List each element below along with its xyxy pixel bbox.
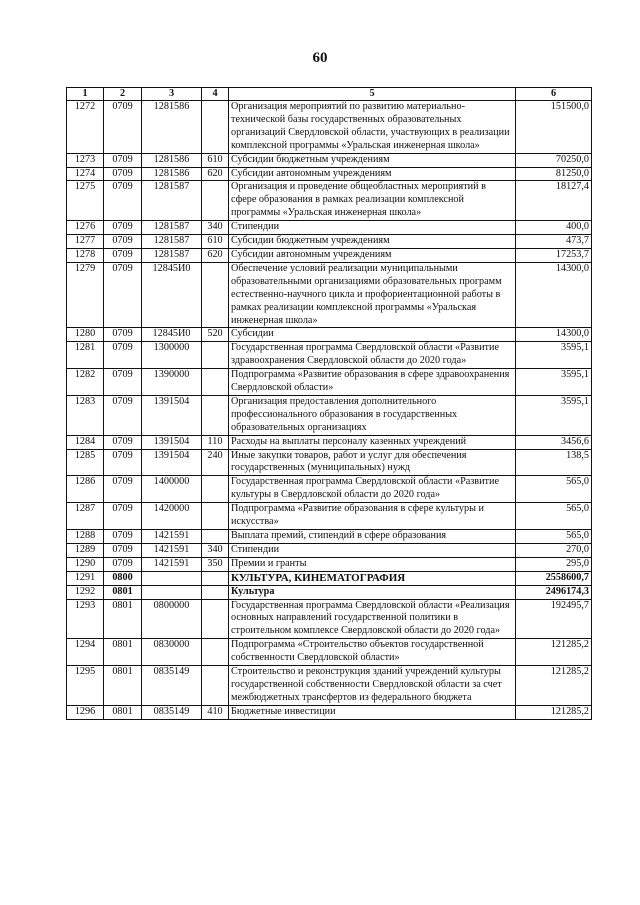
- amount: 3456,6: [516, 435, 592, 449]
- table-row: [67, 599, 592, 639]
- row-number: 1286: [67, 476, 104, 503]
- table-row: [67, 639, 592, 666]
- table-row: [67, 435, 592, 449]
- expense-type: [202, 369, 229, 396]
- target-article: [142, 585, 202, 599]
- expense-type: 350: [202, 557, 229, 571]
- table-row: [67, 571, 592, 585]
- expense-type: 340: [202, 221, 229, 235]
- row-number: 1279: [67, 262, 104, 328]
- row-number: 1277: [67, 235, 104, 249]
- target-article: 1281587: [142, 181, 202, 221]
- table-row: [67, 342, 592, 369]
- header-col-6: 6: [516, 88, 592, 101]
- amount: 2558600,7: [516, 571, 592, 585]
- description: Обеспечение условий реализации муниципальными образовательными организациями образовательных программ естественно-научного цикла и профориентационной работы в рамках реализации комплексной программы «Уральская инженерная школа»: [229, 262, 516, 328]
- expense-type: [202, 585, 229, 599]
- expense-type: 610: [202, 153, 229, 167]
- table-row: [67, 543, 592, 557]
- amount: 270,0: [516, 543, 592, 557]
- expense-type: 240: [202, 449, 229, 476]
- target-article: 1420000: [142, 503, 202, 530]
- row-number: 1275: [67, 181, 104, 221]
- target-article: 0835149: [142, 666, 202, 706]
- amount: 565,0: [516, 476, 592, 503]
- target-article: 1281586: [142, 153, 202, 167]
- section-code: 0709: [104, 101, 142, 154]
- description: Субсидии автономным учреждениям: [229, 248, 516, 262]
- section-code: 0709: [104, 153, 142, 167]
- description: Стипендии: [229, 543, 516, 557]
- row-number: 1276: [67, 221, 104, 235]
- amount: 3595,1: [516, 395, 592, 435]
- amount: 192495,7: [516, 599, 592, 639]
- description: Подпрограмма «Строительство объектов государственной собственности Свердловской области»: [229, 639, 516, 666]
- expense-type: 620: [202, 248, 229, 262]
- amount: 3595,1: [516, 342, 592, 369]
- description: Подпрограмма «Развитие образования в сфере здравоохранения Свердловской области»: [229, 369, 516, 396]
- target-article: 0800000: [142, 599, 202, 639]
- expense-type: [202, 666, 229, 706]
- row-number: 1272: [67, 101, 104, 154]
- table-row: [67, 369, 592, 396]
- target-article: 1391504: [142, 395, 202, 435]
- section-code: 0709: [104, 181, 142, 221]
- amount: 295,0: [516, 557, 592, 571]
- table-row: [67, 476, 592, 503]
- description: Расходы на выплаты персоналу казенных учреждений: [229, 435, 516, 449]
- section-code: 0709: [104, 328, 142, 342]
- description: Государственная программа Свердловской области «Развитие культуры в Свердловской области до 2020 года»: [229, 476, 516, 503]
- section-code: 0709: [104, 449, 142, 476]
- target-article: 1281587: [142, 248, 202, 262]
- section-code: 0709: [104, 395, 142, 435]
- row-number: 1283: [67, 395, 104, 435]
- section-code: 0709: [104, 262, 142, 328]
- target-article: 1281587: [142, 235, 202, 249]
- section-code: 0709: [104, 235, 142, 249]
- table-row: [67, 449, 592, 476]
- amount: 81250,0: [516, 167, 592, 181]
- expense-type: 410: [202, 705, 229, 719]
- section-code: 0800: [104, 571, 142, 585]
- description: Бюджетные инвестиции: [229, 705, 516, 719]
- header-col-1: 1: [67, 88, 104, 101]
- target-article: [142, 571, 202, 585]
- amount: 121285,2: [516, 666, 592, 706]
- table-row: [67, 395, 592, 435]
- target-article: 0835149: [142, 705, 202, 719]
- amount: 565,0: [516, 530, 592, 544]
- row-number: 1291: [67, 571, 104, 585]
- amount: 565,0: [516, 503, 592, 530]
- row-number: 1292: [67, 585, 104, 599]
- row-number: 1296: [67, 705, 104, 719]
- header-col-2: 2: [104, 88, 142, 101]
- expense-type: 110: [202, 435, 229, 449]
- section-code: 0709: [104, 530, 142, 544]
- expense-type: [202, 395, 229, 435]
- section-code: 0801: [104, 705, 142, 719]
- section-code: 0801: [104, 639, 142, 666]
- row-number: 1293: [67, 599, 104, 639]
- target-article: 1281586: [142, 167, 202, 181]
- row-number: 1281: [67, 342, 104, 369]
- table-row: [67, 585, 592, 599]
- expense-type: [202, 101, 229, 154]
- section-code: 0709: [104, 557, 142, 571]
- description: Иные закупки товаров, работ и услуг для обеспечения государственных (муниципальных) нужд: [229, 449, 516, 476]
- expense-type: 610: [202, 235, 229, 249]
- amount: 121285,2: [516, 705, 592, 719]
- target-article: 1421591: [142, 530, 202, 544]
- amount: 3595,1: [516, 369, 592, 396]
- target-article: 1391504: [142, 435, 202, 449]
- description: Стипендии: [229, 221, 516, 235]
- description: Организация и проведение общеобластных мероприятий в сфере образования в рамках реализации комплексной программы «Уральская инженерная школа»: [229, 181, 516, 221]
- description: Организация предоставления дополнительного профессионального образования в государственных образовательных организациях: [229, 395, 516, 435]
- target-article: 1400000: [142, 476, 202, 503]
- budget-table: [66, 87, 592, 720]
- table-row: [67, 262, 592, 328]
- section-code: 0709: [104, 435, 142, 449]
- section-code: 0801: [104, 666, 142, 706]
- row-number: 1278: [67, 248, 104, 262]
- amount: 18127,4: [516, 181, 592, 221]
- row-number: 1280: [67, 328, 104, 342]
- target-article: 1281587: [142, 221, 202, 235]
- target-article: 1421591: [142, 543, 202, 557]
- row-number: 1284: [67, 435, 104, 449]
- section-code: 0709: [104, 221, 142, 235]
- table-header-row: [67, 88, 592, 101]
- description: Культура: [229, 585, 516, 599]
- table-row: [67, 221, 592, 235]
- row-number: 1288: [67, 530, 104, 544]
- table-row: [67, 530, 592, 544]
- expense-type: [202, 639, 229, 666]
- description: Субсидии бюджетным учреждениям: [229, 153, 516, 167]
- section-code: 0709: [104, 503, 142, 530]
- page-number: 60: [312, 50, 328, 66]
- row-number: 1282: [67, 369, 104, 396]
- description: Строительство и реконструкция зданий учреждений культуры государственной собственности Свердловской области за счет межбюджетных трансфертов из федерального бюджета: [229, 666, 516, 706]
- row-number: 1285: [67, 449, 104, 476]
- expense-type: [202, 599, 229, 639]
- amount: 400,0: [516, 221, 592, 235]
- table-row: [67, 101, 592, 154]
- expense-type: [202, 476, 229, 503]
- expense-type: [202, 262, 229, 328]
- amount: 14300,0: [516, 262, 592, 328]
- description: Выплата премий, стипендий в сфере образования: [229, 530, 516, 544]
- row-number: 1274: [67, 167, 104, 181]
- table-row: [67, 705, 592, 719]
- section-code: 0709: [104, 342, 142, 369]
- target-article: 1281586: [142, 101, 202, 154]
- table-row: [67, 181, 592, 221]
- amount: 14300,0: [516, 328, 592, 342]
- table-row: [67, 248, 592, 262]
- section-code: 0801: [104, 585, 142, 599]
- expense-type: 340: [202, 543, 229, 557]
- description: Премии и гранты: [229, 557, 516, 571]
- amount: 2496174,3: [516, 585, 592, 599]
- description: Субсидии: [229, 328, 516, 342]
- target-article: 0830000: [142, 639, 202, 666]
- table-row: [67, 328, 592, 342]
- section-code: 0709: [104, 369, 142, 396]
- table-row: [67, 503, 592, 530]
- description: Субсидии бюджетным учреждениям: [229, 235, 516, 249]
- amount: 70250,0: [516, 153, 592, 167]
- table-row: [67, 235, 592, 249]
- target-article: 1300000: [142, 342, 202, 369]
- expense-type: [202, 181, 229, 221]
- table-row: [67, 557, 592, 571]
- table-row: [67, 167, 592, 181]
- table-row: [67, 666, 592, 706]
- header-col-4: 4: [202, 88, 229, 101]
- header-col-3: 3: [142, 88, 202, 101]
- expense-type: [202, 342, 229, 369]
- description: Государственная программа Свердловской области «Реализация основных направлений государственной политики в строительном комплексе Свердловской области до 2020 года»: [229, 599, 516, 639]
- row-number: 1287: [67, 503, 104, 530]
- expense-type: 620: [202, 167, 229, 181]
- section-code: 0801: [104, 599, 142, 639]
- description: КУЛЬТУРА, КИНЕМАТОГРАФИЯ: [229, 571, 516, 585]
- description: Государственная программа Свердловской области «Развитие здравоохранения Свердловской области до 2020 года»: [229, 342, 516, 369]
- target-article: 1390000: [142, 369, 202, 396]
- amount: 138,5: [516, 449, 592, 476]
- target-article: 1421591: [142, 557, 202, 571]
- row-number: 1294: [67, 639, 104, 666]
- target-article: 1391504: [142, 449, 202, 476]
- section-code: 0709: [104, 248, 142, 262]
- header-col-5: 5: [229, 88, 516, 101]
- target-article: 12845И0: [142, 262, 202, 328]
- section-code: 0709: [104, 167, 142, 181]
- section-code: 0709: [104, 543, 142, 557]
- amount: 17253,7: [516, 248, 592, 262]
- row-number: 1289: [67, 543, 104, 557]
- expense-type: [202, 503, 229, 530]
- description: Субсидии автономным учреждениям: [229, 167, 516, 181]
- row-number: 1273: [67, 153, 104, 167]
- table-row: [67, 153, 592, 167]
- expense-type: [202, 530, 229, 544]
- row-number: 1295: [67, 666, 104, 706]
- expense-type: 520: [202, 328, 229, 342]
- row-number: 1290: [67, 557, 104, 571]
- expense-type: [202, 571, 229, 585]
- description: Организация мероприятий по развитию материально-технической базы государственных образовательных организаций Свердловской области, участвующих в реализации комплексной программы «Уральская инженерная школа»: [229, 101, 516, 154]
- amount: 473,7: [516, 235, 592, 249]
- amount: 121285,2: [516, 639, 592, 666]
- description: Подпрограмма «Развитие образования в сфере культуры и искусства»: [229, 503, 516, 530]
- target-article: 12845И0: [142, 328, 202, 342]
- section-code: 0709: [104, 476, 142, 503]
- amount: 151500,0: [516, 101, 592, 154]
